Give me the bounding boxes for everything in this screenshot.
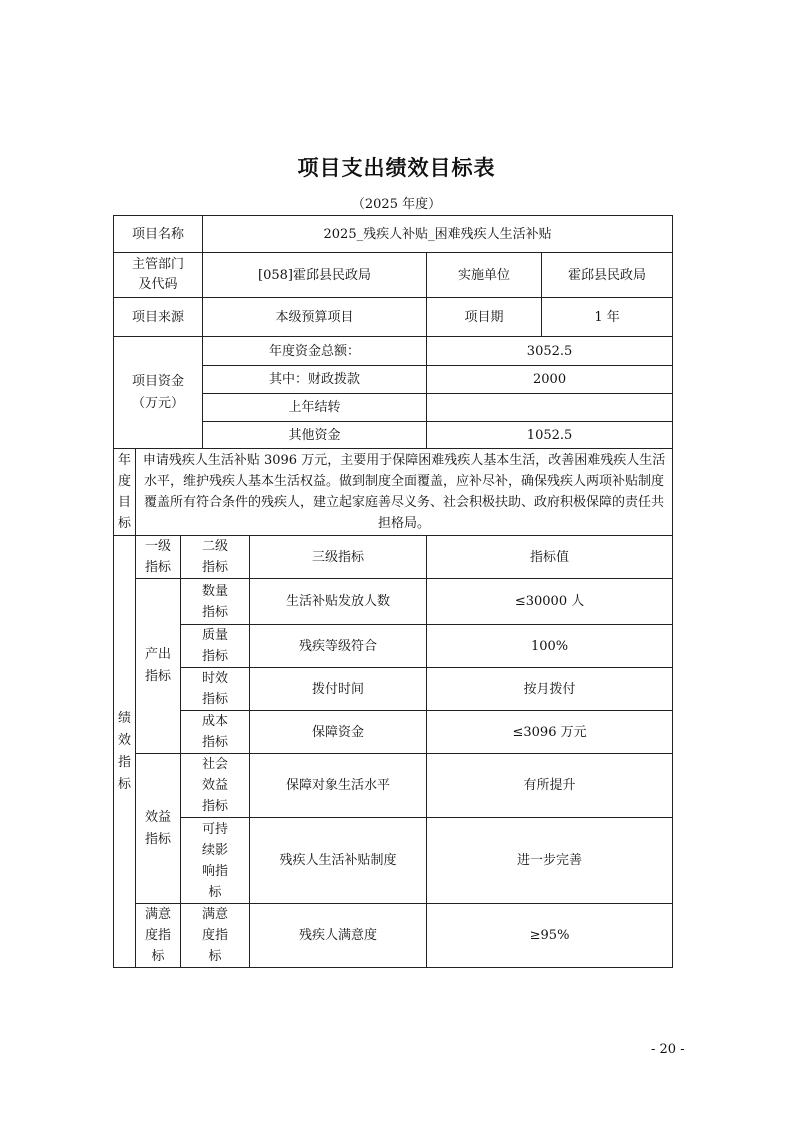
- indicator-level3: 残疾等级符合: [250, 625, 427, 668]
- funds-total-value: 3052.5: [427, 337, 673, 366]
- group-output: 产出 指标: [136, 579, 181, 754]
- indicator-value: ≤3096 万元: [427, 711, 673, 754]
- indicator-level3: 保障对象生活水平: [250, 754, 427, 818]
- performance-table: [113, 215, 673, 968]
- indicator-level2: 满意 度指 标: [181, 904, 250, 968]
- row-funds-total: [114, 337, 673, 366]
- indicator-value: 进一步完善: [427, 818, 673, 904]
- project-name-value: 2025_残疾人补贴_困难残疾人生活补贴: [203, 216, 673, 253]
- row-department: [114, 253, 673, 298]
- table-row: [114, 579, 673, 625]
- header-level3: 三级指标: [250, 536, 427, 579]
- indicator-level2: 质量 指标: [181, 625, 250, 668]
- table-row: [114, 754, 673, 818]
- indicator-level3: 残疾人满意度: [250, 904, 427, 968]
- dept-value: [058]霍邱县民政局: [203, 253, 427, 298]
- indicator-value: 有所提升: [427, 754, 673, 818]
- period-value: 1 年: [542, 298, 673, 337]
- indicator-level3: 残疾人生活补贴制度: [250, 818, 427, 904]
- row-project-name: [114, 216, 673, 253]
- goal-label: 年 度 目 标: [114, 449, 136, 536]
- table-row: [114, 625, 673, 668]
- row-source: [114, 298, 673, 337]
- indicator-value: 按月拨付: [427, 668, 673, 711]
- table-row: [114, 818, 673, 904]
- funds-label: 项目资金 （万元）: [114, 337, 203, 449]
- impl-label: 实施单位: [427, 253, 542, 298]
- table-row: [114, 711, 673, 754]
- indicator-level2: 数量 指标: [181, 579, 250, 625]
- source-label: 项目来源: [114, 298, 203, 337]
- indicator-level2: 成本 指标: [181, 711, 250, 754]
- row-annual-goal: [114, 449, 673, 536]
- period-label: 项目期: [427, 298, 542, 337]
- page-number: - 20 -: [651, 1042, 685, 1057]
- table-row: [114, 668, 673, 711]
- table-row: [114, 904, 673, 968]
- funds-carryover-label: 上年结转: [203, 394, 427, 422]
- year-label: （2025 年度）: [351, 197, 442, 212]
- header-value: 指标值: [427, 536, 673, 579]
- perf-label: 绩 效 指 标: [114, 536, 136, 968]
- funds-fiscal-label: 其中：财政拨款: [203, 366, 427, 394]
- funds-fiscal-value: 2000: [427, 366, 673, 394]
- row-indicator-header: [114, 536, 673, 579]
- indicator-level3: 保障资金: [250, 711, 427, 754]
- indicator-level3: 拨付时间: [250, 668, 427, 711]
- group-satisfaction: 满意 度指 标: [136, 904, 181, 968]
- indicator-level2: 社会 效益 指标: [181, 754, 250, 818]
- page-title: 项目支出绩效目标表: [297, 156, 496, 180]
- header-level2: 二级 指标: [181, 536, 250, 579]
- impl-value: 霍邱县民政局: [542, 253, 673, 298]
- indicator-value: 100%: [427, 625, 673, 668]
- indicator-level2: 时效 指标: [181, 668, 250, 711]
- dept-label: 主管部门 及代码: [114, 253, 203, 298]
- indicator-level3: 生活补贴发放人数: [250, 579, 427, 625]
- indicator-value: ≤30000 人: [427, 579, 673, 625]
- funds-carryover-value: [427, 394, 673, 422]
- funds-total-label: 年度资金总额：: [203, 337, 427, 366]
- group-benefit: 效益 指标: [136, 754, 181, 904]
- source-value: 本级预算项目: [203, 298, 427, 337]
- project-name-label: 项目名称: [114, 216, 203, 253]
- indicator-value: ≥95%: [427, 904, 673, 968]
- header-level1: 一级 指标: [136, 536, 181, 579]
- funds-other-value: 1052.5: [427, 422, 673, 449]
- goal-text: 申请残疾人生活补贴 3096 万元，主要用于保障困难残疾人基本生活，改善困难残疾人生活水平，维护残疾人基本生活权益。做到制度全面覆盖，应补尽补，确保残疾人两项补贴制度覆盖所有符合条件的残疾人，建立起家庭善尽义务、社会积极扶助、政府积极保障的责任共担格局。: [136, 449, 673, 536]
- indicator-level2: 可持 续影 响指 标: [181, 818, 250, 904]
- funds-other-label: 其他资金: [203, 422, 427, 449]
